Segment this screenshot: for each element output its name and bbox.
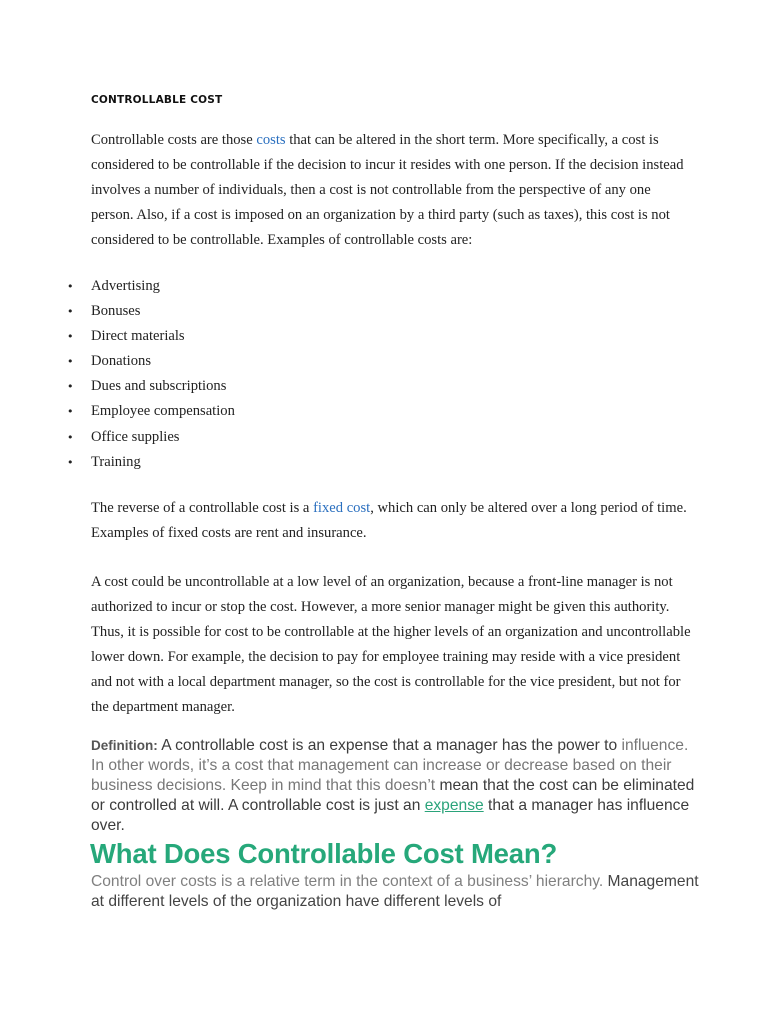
intro-text-before: Controllable costs are those bbox=[91, 132, 257, 148]
intro-paragraph bbox=[91, 128, 691, 253]
definition-label: Definition: bbox=[91, 738, 158, 753]
definition-text-2: influence. In other words, it’s a cost that management can increase or decrease based on their business decisions. Keep in mind that this doesn’t bbox=[91, 737, 689, 794]
list-item: • Employee compensation bbox=[91, 399, 235, 424]
list-item: • Office supplies bbox=[91, 425, 235, 450]
list-item: • Donations bbox=[91, 349, 235, 374]
list-item: • Bonuses bbox=[91, 299, 235, 324]
expense-link[interactable]: expense bbox=[424, 797, 484, 814]
uncontrollable-paragraph: A cost could be uncontrollable at a low level of an organization, because a front-line manager is not authorized to incur or stop the cost. However, a more senior manager might be given this authority. Thus, it is possible for cost to be controllable at the higher levels of an organization and uncontrollable lower down. For example, the decision to pay for employee training may reside with a vice president and not with a local department manager, so the cost is controllable for the vice president, but not for the department manager. bbox=[91, 574, 691, 715]
definition-text-1: A controllable cost is an expense that a manager has the power to bbox=[157, 737, 618, 754]
section-text-1: Control over costs is a relative term in the context of a business’ hierarchy. bbox=[91, 873, 604, 890]
list-item: • Advertising bbox=[91, 274, 235, 299]
section-text-2: Management at different levels of the organization have different levels of bbox=[91, 873, 699, 910]
definition-text-4: that a manager has influence over. bbox=[91, 797, 690, 834]
page-heading: CONTROLLABLE COST bbox=[91, 94, 223, 106]
fixed-cost-paragraph bbox=[91, 496, 691, 546]
list-item: • Direct materials bbox=[91, 324, 235, 349]
examples-list bbox=[91, 274, 235, 475]
list-item: • Dues and subscriptions bbox=[91, 374, 235, 399]
fixed-text-after: , which can only be altered over a long period of time. Examples of fixed costs are rent and insurance. bbox=[91, 500, 687, 541]
fixed-text-before: The reverse of a controllable cost is a bbox=[91, 500, 314, 516]
section-intro bbox=[91, 872, 701, 912]
fixed-cost-link[interactable]: fixed cost bbox=[313, 500, 371, 516]
definition-block bbox=[91, 736, 701, 836]
definition-text-3: mean that the cost can be eliminated or controlled at will. A controllable cost is just an bbox=[91, 777, 695, 814]
intro-text-after: that can be altered in the short term. More specifically, a cost is considered to be controllable if the decision to incur it resides with one person. If the decision instead involves a number of individuals, then a cost is not controllable from the perspective of any one person. Also, if a cost is imposed on an organization by a third party (such as taxes), this cost is not considered to be controllable. Examples of controllable costs are: bbox=[91, 132, 684, 248]
costs-link[interactable]: costs bbox=[256, 132, 286, 148]
section-title: What Does Controllable Cost Mean? bbox=[90, 838, 558, 869]
list-item: • Training bbox=[91, 450, 235, 475]
